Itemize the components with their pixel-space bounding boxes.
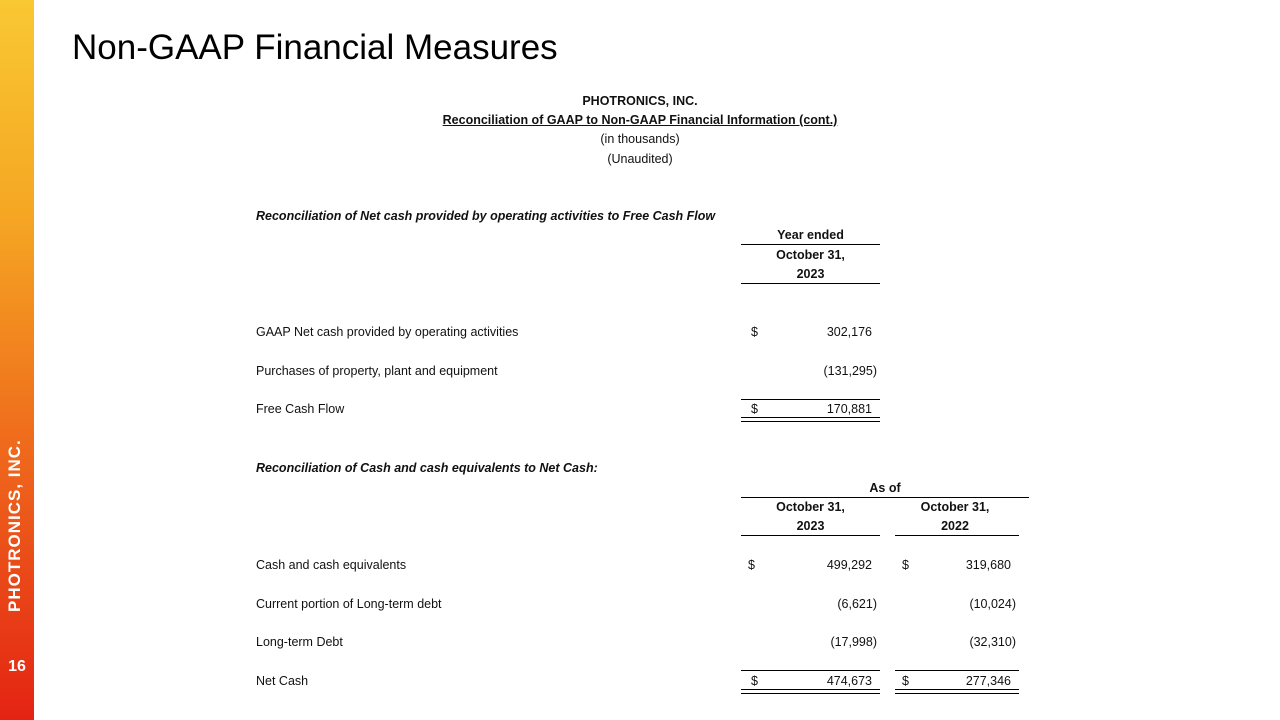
netcash-col2-rule [895, 535, 1019, 536]
row-label: Cash and cash equivalents [256, 558, 407, 572]
dollar-sign: $ [751, 325, 758, 339]
netcash-col1-year: 2023 [796, 519, 825, 533]
slide-title: Non-GAAP Financial Measures [72, 28, 558, 67]
total-double-rule-2023 [741, 689, 880, 694]
fcf-header-rule [741, 244, 880, 245]
netcash-col1-rule [741, 535, 880, 536]
netcash-header-rule [741, 497, 1029, 498]
subtotal-rule-2023 [741, 670, 880, 671]
row-label: Long-term Debt [256, 635, 343, 649]
row-value: 170,881 [826, 402, 872, 416]
netcash-period-header: As of [869, 481, 901, 495]
netcash-section-title: Reconciliation of Cash and cash equivalents to Net Cash: [256, 461, 598, 475]
fcf-colhead-rule [741, 283, 880, 284]
units-note: (in thousands) [600, 132, 680, 146]
row-value-2023: (6,621) [837, 597, 877, 611]
row-value-2023: (17,998) [830, 635, 877, 649]
row-value-2022: 277,346 [965, 674, 1011, 688]
total-double-rule-2022 [895, 689, 1019, 694]
fcf-section-title: Reconciliation of Net cash provided by operating activities to Free Cash Flow [256, 209, 716, 223]
row-value-2022: 319,680 [965, 558, 1011, 572]
fcf-period-header: Year ended [777, 228, 844, 242]
dollar-sign: $ [902, 558, 909, 572]
page-number: 16 [8, 658, 26, 675]
row-value-2023: 499,292 [826, 558, 872, 572]
dollar-sign: $ [902, 674, 909, 688]
netcash-col1-date: October 31, [776, 500, 845, 514]
brand-sidebar [0, 0, 34, 720]
brand-name: PHOTRONICS, INC. [5, 439, 24, 612]
row-value: 302,176 [826, 325, 872, 339]
fcf-col-year: 2023 [796, 267, 825, 281]
dollar-sign: $ [751, 674, 758, 688]
row-label: Purchases of property, plant and equipment [256, 364, 498, 378]
row-label: Net Cash [256, 674, 309, 688]
row-value-2023: 474,673 [826, 674, 872, 688]
dollar-sign: $ [751, 402, 758, 416]
row-value-2022: (10,024) [969, 597, 1016, 611]
row-value: (131,295) [823, 364, 877, 378]
row-value-2022: (32,310) [969, 635, 1016, 649]
subtotal-rule [741, 399, 880, 400]
report-subtitle: Reconciliation of GAAP to Non-GAAP Financial Information (cont.) [442, 113, 838, 127]
audit-note: (Unaudited) [607, 152, 673, 166]
netcash-col2-date: October 31, [920, 500, 990, 514]
dollar-sign: $ [748, 558, 755, 572]
row-label: Free Cash Flow [256, 402, 345, 416]
subtotal-rule-2022 [895, 670, 1019, 671]
row-label: Current portion of Long-term debt [256, 597, 442, 611]
total-double-rule [741, 417, 880, 422]
company-name: PHOTRONICS, INC. [582, 94, 698, 108]
row-label: GAAP Net cash provided by operating activities [256, 325, 519, 339]
netcash-col2-year: 2022 [941, 519, 969, 533]
fcf-col-date: October 31, [776, 248, 845, 262]
